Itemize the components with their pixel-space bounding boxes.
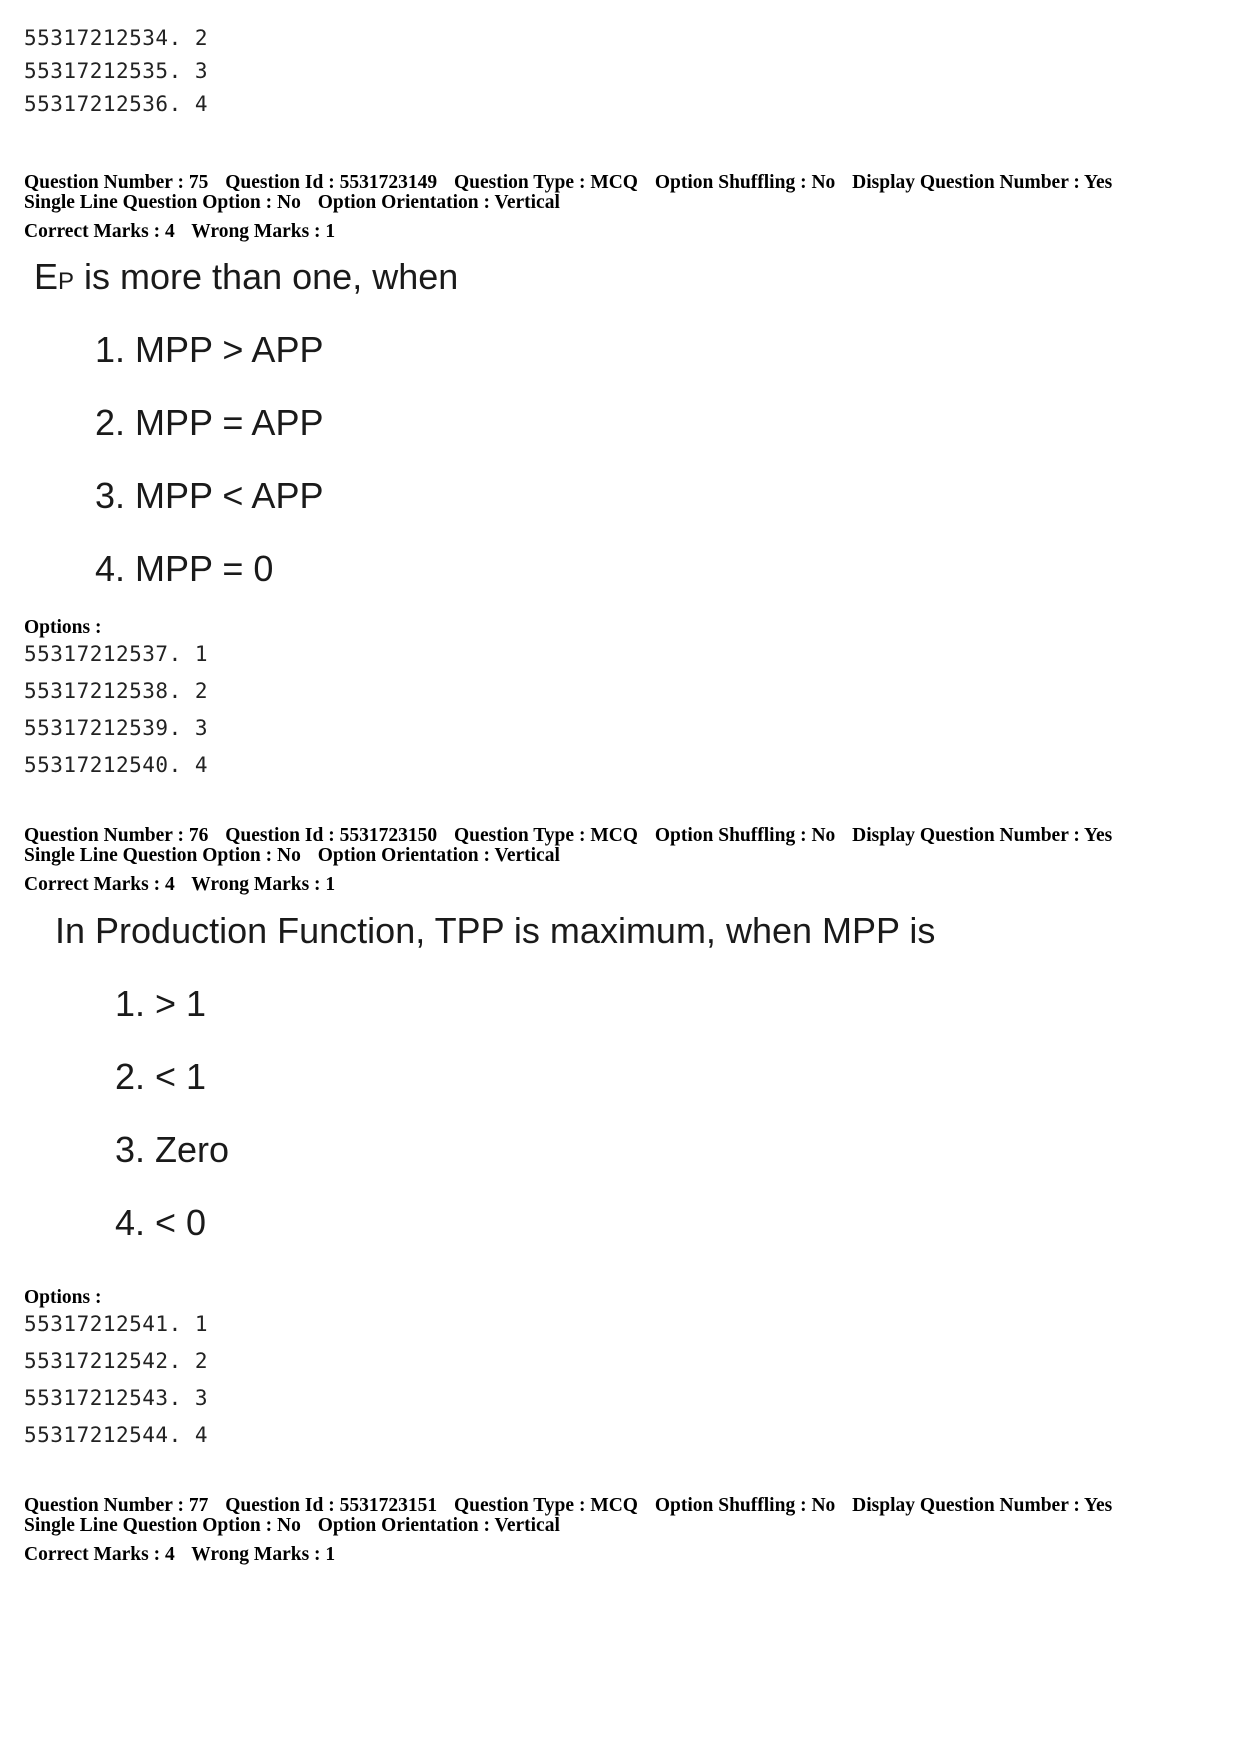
question-choice: 3. Zero xyxy=(115,1129,230,1170)
question-meta-line2: Single Line Question Option : No Option Orientation : Vertical xyxy=(24,845,560,866)
question-marks: Correct Marks : 4 Wrong Marks : 1 xyxy=(24,1544,336,1565)
question-choice: 1. > 1 xyxy=(115,983,207,1024)
question-meta-line1: Question Number : 76 Question Id : 5531723150 Question Type : MCQ Option Shuffling : No Display Question Number : Yes xyxy=(24,825,1113,846)
option-line: 55317212544. 4 xyxy=(24,1423,209,1447)
question-choice: 1. MPP > APP xyxy=(95,329,324,370)
option-line: 55317212540. 4 xyxy=(24,753,209,777)
question-stem: In Production Function, TPP is maximum, when MPP is xyxy=(55,910,936,951)
question-marks: Correct Marks : 4 Wrong Marks : 1 xyxy=(24,221,336,242)
question-meta-line2: Single Line Question Option : No Option Orientation : Vertical xyxy=(24,1515,560,1536)
option-line: 55317212542. 2 xyxy=(24,1349,209,1373)
options-heading: Options : xyxy=(24,1287,102,1308)
option-line: 55317212539. 3 xyxy=(24,716,209,740)
question-choice: 4. MPP = 0 xyxy=(95,548,274,589)
option-line: 55317212534. 2 xyxy=(24,26,209,50)
question-marks: Correct Marks : 4 Wrong Marks : 1 xyxy=(24,874,336,895)
option-line: 55317212537. 1 xyxy=(24,642,209,666)
question-choice: 2. MPP = APP xyxy=(95,402,324,443)
question-choice: 4. < 0 xyxy=(115,1202,207,1243)
option-line: 55317212543. 3 xyxy=(24,1386,209,1410)
question-meta-line2: Single Line Question Option : No Option Orientation : Vertical xyxy=(24,192,560,213)
option-line: 55317212535. 3 xyxy=(24,59,209,83)
question-meta-line1: Question Number : 75 Question Id : 5531723149 Question Type : MCQ Option Shuffling : No Display Question Number : Yes xyxy=(24,172,1113,193)
options-heading: Options : xyxy=(24,617,102,638)
question-stem: EP is more than one, when xyxy=(34,256,459,297)
question-choice: 3. MPP < APP xyxy=(95,475,324,516)
question-choice: 2. < 1 xyxy=(115,1056,207,1097)
option-line: 55317212538. 2 xyxy=(24,679,209,703)
option-line: 55317212536. 4 xyxy=(24,92,209,116)
option-line: 55317212541. 1 xyxy=(24,1312,209,1336)
question-meta-line1: Question Number : 77 Question Id : 5531723151 Question Type : MCQ Option Shuffling : No Display Question Number : Yes xyxy=(24,1495,1113,1516)
